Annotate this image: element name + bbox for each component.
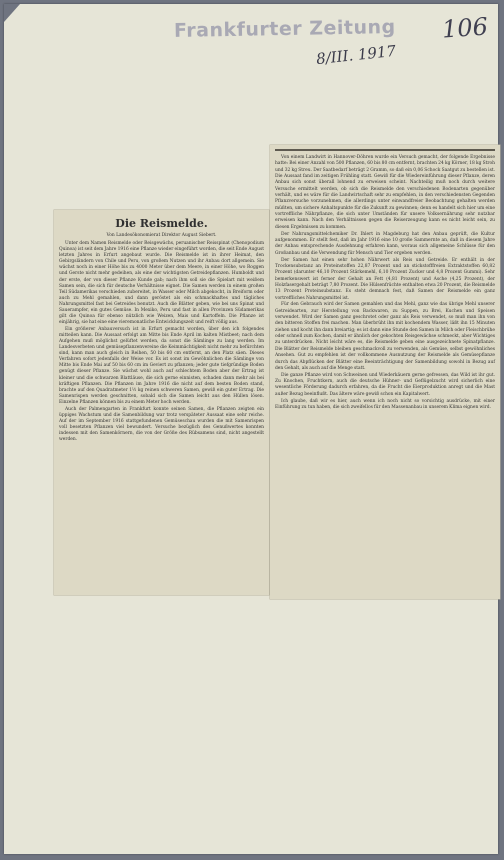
column-rule [275, 149, 495, 151]
paragraph: Auch der Palmengarten in Frankfurt konnte seinen Samen, die Pflanzen zeigten ein üppiges Wachstum und die Samenbildung war trotz verspäteter Aussaat eine sehr reiche. Auf der im September 1916 stattgefundenen Gemüseschau wurden die mit Samenrispen voll besetzten Pflanzen viel bewundert. Versuche bezüglich des Genußwertes konnten indessen mit den Samenkörnern, die von der Größe des Rübsamens sind, nicht angestellt werden. [59, 406, 264, 442]
right-article-body [275, 155, 495, 411]
left-article-body [59, 241, 264, 443]
left-clipping [54, 210, 269, 595]
article-byline: Von Landesökonomierat Direktor August Siebert. [106, 233, 217, 238]
paragraph: Der Nahrungsmittelchemiker Dr. Ihlert in Magdeburg hat den Anbau geprüft, die Kultur aufgenommen. Er stellt fest, daß im Jahr 1916 eine 10 große Sammernte an, daß in diesem Jahre der Anbau entsprechende Ausdehnung erfahren kann, woraus sich allgemeine Schlüsse für den Großanbau und die Verwendung für Mensch und Tier ergeben werden. [275, 231, 495, 256]
paragraph: Unter dem Namen Reismelde oder Reisgewächs, peruanischer Reisspinat (Chenopodium Quinoa) ist seit dem Jahre 1916 eine Pflanze wieder eingeführt worden, die seit Ende August letzten Jahres in Erfurt angebaut wurde. Die Reismelde ist in ihrer Heimat, den Gebirgsländern von Chile und Peru, von großem Nutzen und ihr Anbau dort allgemein. Sie wächst noch in einer Höhe bis zu 4000 Meter über dem Meere, in einer Höhe, wo Roggen und Gerste nicht mehr gedeihen, als eine der wichtigsten Getreidepflanzen. Humboldt und der erste, der von dieser Pflanze Kunde gab; nach ihm soll sie die Spielart mit weißem Samen sein, die sich für deutsche Verhältnisse eignet. Die Samen werden in einem großen Teil Südamerikas verschieden zubereitet, in Wasser oder Milch abgekocht, in Breiform oder auch zu Mehl gemahlen, und dann geröstet als ein schmackhaftes und tägliches Nahrungsmittel fast bei Getreides benutzt. Auch die Blätter geben, wie bei uns Spinat und Sauerampfer, ein gutes Gemüse. In Mexiko, Peru und fast in allen Provinzen Südamerikas gilt die Quinoa für ebenso nützlich wie Weizen, Mais und Kartoffeln. Die Pflanze ist einjährig, sie hat eine eine vieremonatliche Entwicklungszeit und reift völlig aus. [59, 241, 264, 326]
paragraph: Der Samen hat einen sehr hohen Nährwert als Reis und Getreide. Er enthält in der Trockensubstanz an Proteinstoffen 22,87 Prozent und an stickstofffreien Extraktstoffen 60,82 Prozent (darunter 46,10 Prozent Stärkemehl, 6,10 Prozent Zucker und 4,8 Prozent Gummi). Sehr bemerkenswert ist ferner der Gehalt an Fett (4,81 Prozent) und Asche (4,25 Prozent), der Holzfasergehalt beträgt 7,80 Prozent. Die Hülsenfrüchte enthalten etwa 20 Prozent, die Reismelde 13 Prozent Proteinsubstanz. Es steht demnach fest, daß Samen der Reismelde ein ganz vortreffliches Nahrungsmittel ist. [275, 257, 495, 301]
newspaper-stamp: Frankfurter Zeitung [173, 16, 396, 42]
handwritten-date: 8/III. 1917 [315, 41, 397, 69]
right-clipping [270, 145, 500, 599]
paragraph: Die ganze Pflanze wird von Schweinen und Wiederkäuern gerne gefressen, das Wild ist ihr gut. Zu Knochen, Fruchtkern, auch die deutsche Hühner- und Geflügelzucht wird sicherlich eine wesentliche Förderung dadurch erfahren, da die Frucht die Eierproduktion anregt und die Mast außer Bezug beeinflußt. Das ältere wäre gewiß schon ein Kapitalwert. [275, 372, 495, 397]
paragraph: Ich glaube, daß wir es hier, auch wenn ich noch nicht so vorsichtig ausdrücke, mit einer Einführung zu tun haben, die sich zweifellos für den Massenanbau in unserem Klima eignen wird. [275, 398, 495, 410]
article-title: Die Reismelde. [115, 217, 208, 230]
handwritten-page-number: 106 [441, 12, 489, 44]
torn-corner [4, 4, 20, 22]
paragraph: Ein größerer Anbauversuch ist in Erfurt gemacht worden, über den ich folgendes mitteilen kann. Die Aussaat erfolgt am Mitte bis Ende April im kalten Mistbeet; nach dem Aufgehen muß möglichst gelüftet werden, da sonst die Sämlinge zu lang werden. Im Landesverbeten und gemüsepflanzenvereine die Keimmächtigkeit nicht mehr zu befürchten sind, kann man auch gleich in Reihen, 50 bis 60 cm entfernt, an den Platz säen. Dieses Verfahren sofort jedenfalls der Weise vor. Es ist sonst im Gewöhnlichen die Sämlinge von Mitte bis Ende Mai auf 50 bis 60 cm im Geviert zu pflanzen; jeder gute tiefgründige Boden genügt dieser Pflanze. Sie wächst wohl auch auf schlechtem Boden aber der Ertrag ist kleiner und die schwarzen Blattläuse, die sich gerne einnisten, schaden dann mehr als bei kräftigen Pflanzen. Die Pflanzen im Jahre 1916 die nicht auf dem besten Boden stand, brachte auf den Quadratmeter 1½ kg reinen schweren Samen, gewiß ein guter Ertrag. Die Samenrispen werden geschnitten, sobald sich die Samen leicht aus den Hüllen lösen. Einzelne Pflanzen können bis zu einem Meter hoch werden. [59, 326, 264, 405]
paragraph: Für den Gebrauch wird der Samen gemahlen und das Mehl, ganz wie das übrige Mehl unserer Getreidearten, zur Herstellung von Backwaren, zu Suppen, zu Brei, Kuchen und Speisen verwendet. Wird der Samen ganz geschrotet oder ganz als Reis verwendet, so muß man ihn von den bitteren Stoffen frei machen. Man überbrüht ihn mit kochendem Wasser, läßt ihn 15 Minuten ziehen und kocht ihn dann breiartig; es ist dann eine Stunde den Samen in Milch oder Fleischbrühe oder schnell zum Kochen, damit er ähnlich der gekochten Reisgewächse schmeckt, aber Wichtiges zu unterdrücken. Nicht leicht wäre es, die Reismelde geben eine ausgezeichnete Spinatpflanze. Die Blätter der Reismelde bleiben geschmackvoll zu verwenden, als Gemüse, selbst gewöhnliches Ansehen. Gut zu empfehlen ist der vollkommene Ausnutzung der Reismelde als Gemüsepflanze durch das Abpflücken der Blätter eine Beeinträchtigung der Samenbildung sowohl in Bezug auf den Gehalt, als auch auf die Menge statt. [275, 302, 495, 371]
paragraph: Von einem Landwirt in Hannover-Döhren wurde ein Versuch gemacht, der folgende Ergebnisse hatte: Bei einer Anzahl von 500 Pflanzen, 60 bis 80 cm entfernt, brachten 24 kg Körner, 18 kg Stroh und 32 kg Streu. Der Saatbedarf beträgt 2 Gramm, so daß ein 0,06 Schock Saatgut zu bestellen ist. Die Aussaat fand im zeitigen Frühling statt. Gewiß für die Wiedereinführung dieser Pflanze, deren Anbau sich sonst überall lohnend zu erweisen scheint. Nachteilig muß noch durch weitere Versuche ermittelt werden, ob sich die Reismelde den verschiedenen Bodenarten gegenüber verhält, und es wäre für die Landwirtschaft sehr zu empfehlen, in den verschiedensten Gegenden Pflanzversuche vorzunehmen, die allerdings unter einwandfreier Beobachtung gehalten werden müßten, um sichere Anhaltspunkte für die Zukunft zu gewinnen; denn es handelt sich hier um eine vortreffliche Nährpflanze, die sich unter Umständen für unsere Volksernährung sehr nutzbar erweisen kann. Nach den Verhältnissen gegen die Reiserzeugung kann es nicht leicht sein, zu diesen Ergebnissen zu kommen. [275, 155, 495, 230]
paper-sheet [4, 4, 498, 854]
